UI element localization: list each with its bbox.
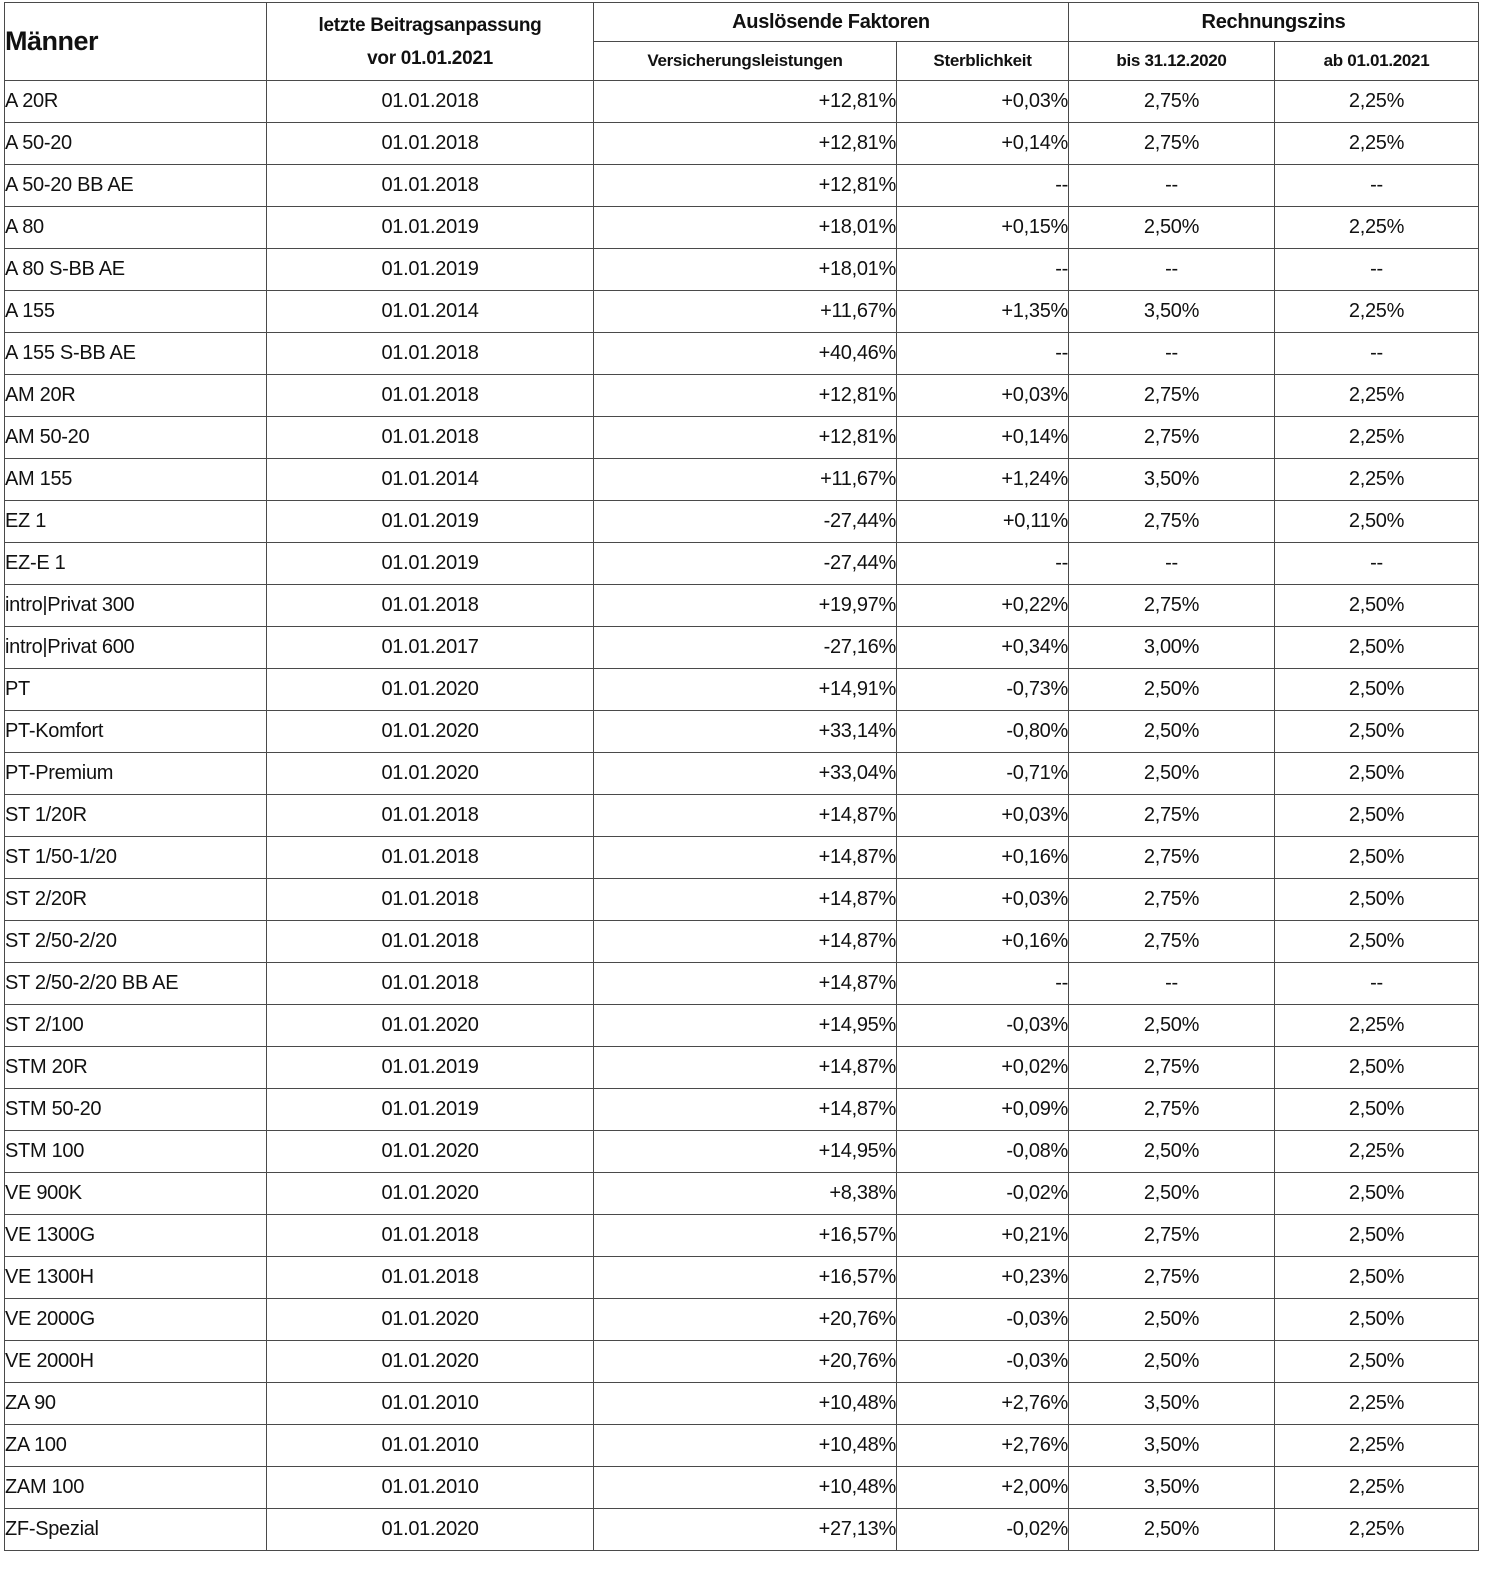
last-adjustment-date-cell: 01.01.2020 — [267, 669, 594, 711]
table-row — [5, 1257, 1479, 1299]
interest-until-cell: -- — [1069, 543, 1275, 585]
table-row — [5, 207, 1479, 249]
interest-from-cell: 2,50% — [1275, 501, 1479, 543]
header-interest-from: ab 01.01.2021 — [1275, 42, 1479, 81]
interest-from-cell: 2,25% — [1275, 1467, 1479, 1509]
document-page — [4, 2, 1479, 1551]
tariff-name-cell: ZA 100 — [5, 1425, 267, 1467]
table-row — [5, 333, 1479, 375]
tariff-name-cell: VE 1300H — [5, 1257, 267, 1299]
mortality-cell: +0,03% — [897, 375, 1069, 417]
tariff-name-cell: A 80 — [5, 207, 267, 249]
last-adjustment-date-cell: 01.01.2019 — [267, 207, 594, 249]
interest-until-cell: 2,75% — [1069, 837, 1275, 879]
table-row — [5, 249, 1479, 291]
mortality-cell: +0,11% — [897, 501, 1069, 543]
table-row — [5, 1383, 1479, 1425]
interest-until-cell: -- — [1069, 333, 1275, 375]
insurance-benefits-cell: +10,48% — [594, 1467, 897, 1509]
mortality-cell: +1,24% — [897, 459, 1069, 501]
mortality-cell: +0,03% — [897, 81, 1069, 123]
table-row — [5, 711, 1479, 753]
interest-from-cell: 2,50% — [1275, 1173, 1479, 1215]
table-row — [5, 669, 1479, 711]
last-adjustment-date-cell: 01.01.2010 — [267, 1383, 594, 1425]
last-adjustment-date-cell: 01.01.2020 — [267, 1005, 594, 1047]
interest-until-cell: 3,50% — [1069, 291, 1275, 333]
last-adjustment-date-cell: 01.01.2020 — [267, 753, 594, 795]
tariff-name-cell: ST 1/50-1/20 — [5, 837, 267, 879]
insurance-benefits-cell: +12,81% — [594, 81, 897, 123]
mortality-cell: +2,00% — [897, 1467, 1069, 1509]
insurance-benefits-cell: +33,14% — [594, 711, 897, 753]
mortality-cell: +0,16% — [897, 837, 1069, 879]
interest-from-cell: 2,25% — [1275, 291, 1479, 333]
insurance-benefits-cell: -27,16% — [594, 627, 897, 669]
mortality-cell: -0,73% — [897, 669, 1069, 711]
tariff-name-cell: A 155 — [5, 291, 267, 333]
table-row — [5, 921, 1479, 963]
table-row — [5, 1215, 1479, 1257]
interest-until-cell: -- — [1069, 963, 1275, 1005]
interest-until-cell: 2,50% — [1069, 1509, 1275, 1551]
interest-from-cell: 2,25% — [1275, 1383, 1479, 1425]
interest-until-cell: 3,00% — [1069, 627, 1275, 669]
insurance-benefits-cell: +19,97% — [594, 585, 897, 627]
table-row — [5, 1467, 1479, 1509]
mortality-cell: -- — [897, 963, 1069, 1005]
interest-from-cell: 2,25% — [1275, 1509, 1479, 1551]
tariff-name-cell: EZ-E 1 — [5, 543, 267, 585]
mortality-cell: -0,71% — [897, 753, 1069, 795]
interest-until-cell: 3,50% — [1069, 459, 1275, 501]
tariff-table — [4, 2, 1479, 1551]
interest-until-cell: 2,75% — [1069, 375, 1275, 417]
interest-from-cell: 2,50% — [1275, 795, 1479, 837]
tariff-name-cell: ZAM 100 — [5, 1467, 267, 1509]
header-group-interest: Rechnungszins — [1069, 3, 1479, 42]
interest-until-cell: 3,50% — [1069, 1425, 1275, 1467]
mortality-cell: +0,16% — [897, 921, 1069, 963]
header-corner-men: Männer — [5, 3, 267, 81]
mortality-cell: +0,14% — [897, 417, 1069, 459]
interest-from-cell: 2,25% — [1275, 1425, 1479, 1467]
mortality-cell: -0,08% — [897, 1131, 1069, 1173]
tariff-name-cell: intro|Privat 600 — [5, 627, 267, 669]
table-row — [5, 417, 1479, 459]
interest-until-cell: 2,50% — [1069, 669, 1275, 711]
table-row — [5, 1131, 1479, 1173]
last-adjustment-date-cell: 01.01.2020 — [267, 1509, 594, 1551]
table-header — [5, 3, 1479, 81]
insurance-benefits-cell: +33,04% — [594, 753, 897, 795]
insurance-benefits-cell: +14,87% — [594, 921, 897, 963]
mortality-cell: -- — [897, 543, 1069, 585]
table-row — [5, 627, 1479, 669]
interest-from-cell: 2,25% — [1275, 417, 1479, 459]
mortality-cell: +0,03% — [897, 795, 1069, 837]
tariff-name-cell: A 50-20 — [5, 123, 267, 165]
insurance-benefits-cell: +16,57% — [594, 1215, 897, 1257]
interest-from-cell: 2,50% — [1275, 1257, 1479, 1299]
table-row — [5, 1173, 1479, 1215]
table-row — [5, 165, 1479, 207]
last-adjustment-date-cell: 01.01.2018 — [267, 837, 594, 879]
interest-from-cell: 2,25% — [1275, 81, 1479, 123]
last-adjustment-date-cell: 01.01.2018 — [267, 333, 594, 375]
tariff-name-cell: A 80 S-BB AE — [5, 249, 267, 291]
insurance-benefits-cell: +11,67% — [594, 459, 897, 501]
table-row — [5, 501, 1479, 543]
interest-from-cell: -- — [1275, 963, 1479, 1005]
last-adjustment-date-cell: 01.01.2019 — [267, 1047, 594, 1089]
tariff-name-cell: A 155 S-BB AE — [5, 333, 267, 375]
interest-until-cell: 3,50% — [1069, 1383, 1275, 1425]
last-adjustment-date-cell: 01.01.2019 — [267, 501, 594, 543]
interest-until-cell: -- — [1069, 165, 1275, 207]
insurance-benefits-cell: +14,87% — [594, 837, 897, 879]
header-interest-until: bis 31.12.2020 — [1069, 42, 1275, 81]
table-row — [5, 837, 1479, 879]
header-insurance-benefits: Versicherungsleistungen — [594, 42, 897, 81]
insurance-benefits-cell: +14,87% — [594, 795, 897, 837]
tariff-name-cell: ST 2/100 — [5, 1005, 267, 1047]
table-row — [5, 81, 1479, 123]
last-adjustment-date-cell: 01.01.2018 — [267, 795, 594, 837]
interest-from-cell: 2,50% — [1275, 837, 1479, 879]
interest-until-cell: 2,75% — [1069, 123, 1275, 165]
interest-from-cell: -- — [1275, 165, 1479, 207]
table-row — [5, 1425, 1479, 1467]
tariff-name-cell: ST 2/20R — [5, 879, 267, 921]
insurance-benefits-cell: +20,76% — [594, 1341, 897, 1383]
interest-from-cell: 2,50% — [1275, 1215, 1479, 1257]
insurance-benefits-cell: +8,38% — [594, 1173, 897, 1215]
interest-from-cell: 2,25% — [1275, 1131, 1479, 1173]
insurance-benefits-cell: -27,44% — [594, 501, 897, 543]
tariff-name-cell: STM 20R — [5, 1047, 267, 1089]
last-adjustment-date-cell: 01.01.2020 — [267, 1131, 594, 1173]
last-adjustment-date-cell: 01.01.2010 — [267, 1467, 594, 1509]
last-adjustment-date-cell: 01.01.2014 — [267, 459, 594, 501]
table-row — [5, 375, 1479, 417]
interest-until-cell: 2,75% — [1069, 585, 1275, 627]
tariff-name-cell: STM 50-20 — [5, 1089, 267, 1131]
table-row — [5, 795, 1479, 837]
mortality-cell: -- — [897, 249, 1069, 291]
interest-until-cell: 3,50% — [1069, 1467, 1275, 1509]
insurance-benefits-cell: +14,87% — [594, 1089, 897, 1131]
interest-from-cell: -- — [1275, 543, 1479, 585]
tariff-name-cell: ST 1/20R — [5, 795, 267, 837]
table-body — [5, 81, 1479, 1551]
table-row — [5, 291, 1479, 333]
interest-from-cell: 2,50% — [1275, 585, 1479, 627]
last-adjustment-date-cell: 01.01.2019 — [267, 543, 594, 585]
tariff-name-cell: VE 900K — [5, 1173, 267, 1215]
last-adjustment-date-cell: 01.01.2018 — [267, 879, 594, 921]
mortality-cell: +0,02% — [897, 1047, 1069, 1089]
last-adjustment-date-cell: 01.01.2019 — [267, 1089, 594, 1131]
interest-until-cell: 2,50% — [1069, 207, 1275, 249]
insurance-benefits-cell: +14,95% — [594, 1131, 897, 1173]
table-row — [5, 459, 1479, 501]
tariff-name-cell: PT — [5, 669, 267, 711]
last-adjustment-date-cell: 01.01.2020 — [267, 1299, 594, 1341]
insurance-benefits-cell: +10,48% — [594, 1383, 897, 1425]
interest-from-cell: 2,50% — [1275, 1089, 1479, 1131]
table-row — [5, 543, 1479, 585]
table-row — [5, 1299, 1479, 1341]
interest-from-cell: -- — [1275, 249, 1479, 291]
insurance-benefits-cell: +18,01% — [594, 207, 897, 249]
tariff-name-cell: AM 50-20 — [5, 417, 267, 459]
header-mortality: Sterblichkeit — [897, 42, 1069, 81]
mortality-cell: +2,76% — [897, 1425, 1069, 1467]
interest-until-cell: 2,75% — [1069, 501, 1275, 543]
interest-until-cell: 2,50% — [1069, 1341, 1275, 1383]
tariff-name-cell: STM 100 — [5, 1131, 267, 1173]
interest-from-cell: 2,50% — [1275, 627, 1479, 669]
last-adjustment-date-cell: 01.01.2018 — [267, 963, 594, 1005]
interest-from-cell: -- — [1275, 333, 1479, 375]
tariff-name-cell: PT-Premium — [5, 753, 267, 795]
last-adjustment-date-cell: 01.01.2020 — [267, 1173, 594, 1215]
interest-until-cell: 2,50% — [1069, 1299, 1275, 1341]
mortality-cell: +0,03% — [897, 879, 1069, 921]
last-adjustment-date-cell: 01.01.2018 — [267, 921, 594, 963]
interest-until-cell: 2,75% — [1069, 1047, 1275, 1089]
header-last-adjustment-line2: vor 01.01.2021 — [367, 47, 493, 69]
mortality-cell: +0,22% — [897, 585, 1069, 627]
interest-from-cell: 2,50% — [1275, 711, 1479, 753]
interest-until-cell: 2,50% — [1069, 1005, 1275, 1047]
tariff-name-cell: PT-Komfort — [5, 711, 267, 753]
interest-until-cell: 2,75% — [1069, 921, 1275, 963]
interest-from-cell: 2,50% — [1275, 921, 1479, 963]
last-adjustment-date-cell: 01.01.2018 — [267, 417, 594, 459]
interest-until-cell: 2,75% — [1069, 417, 1275, 459]
mortality-cell: +0,23% — [897, 1257, 1069, 1299]
tariff-name-cell: VE 2000G — [5, 1299, 267, 1341]
tariff-name-cell: VE 1300G — [5, 1215, 267, 1257]
insurance-benefits-cell: +27,13% — [594, 1509, 897, 1551]
interest-until-cell: -- — [1069, 249, 1275, 291]
tariff-name-cell: ST 2/50-2/20 — [5, 921, 267, 963]
table-row — [5, 753, 1479, 795]
insurance-benefits-cell: +16,57% — [594, 1257, 897, 1299]
header-last-adjustment — [267, 3, 594, 81]
interest-from-cell: 2,50% — [1275, 879, 1479, 921]
last-adjustment-date-cell: 01.01.2020 — [267, 1341, 594, 1383]
last-adjustment-date-cell: 01.01.2018 — [267, 81, 594, 123]
insurance-benefits-cell: +40,46% — [594, 333, 897, 375]
mortality-cell: -0,02% — [897, 1173, 1069, 1215]
insurance-benefits-cell: +14,87% — [594, 963, 897, 1005]
last-adjustment-date-cell: 01.01.2010 — [267, 1425, 594, 1467]
tariff-name-cell: AM 20R — [5, 375, 267, 417]
mortality-cell: -0,03% — [897, 1341, 1069, 1383]
mortality-cell: -0,80% — [897, 711, 1069, 753]
table-row — [5, 1005, 1479, 1047]
insurance-benefits-cell: -27,44% — [594, 543, 897, 585]
last-adjustment-date-cell: 01.01.2014 — [267, 291, 594, 333]
insurance-benefits-cell: +12,81% — [594, 165, 897, 207]
mortality-cell: -- — [897, 165, 1069, 207]
table-row — [5, 123, 1479, 165]
interest-until-cell: 2,75% — [1069, 795, 1275, 837]
interest-until-cell: 2,75% — [1069, 1089, 1275, 1131]
mortality-cell: -0,02% — [897, 1509, 1069, 1551]
interest-from-cell: 2,25% — [1275, 123, 1479, 165]
tariff-name-cell: VE 2000H — [5, 1341, 267, 1383]
interest-until-cell: 2,50% — [1069, 711, 1275, 753]
interest-from-cell: 2,25% — [1275, 375, 1479, 417]
last-adjustment-date-cell: 01.01.2018 — [267, 1215, 594, 1257]
insurance-benefits-cell: +14,95% — [594, 1005, 897, 1047]
insurance-benefits-cell: +18,01% — [594, 249, 897, 291]
interest-from-cell: 2,50% — [1275, 1341, 1479, 1383]
tariff-name-cell: A 20R — [5, 81, 267, 123]
last-adjustment-date-cell: 01.01.2018 — [267, 585, 594, 627]
interest-from-cell: 2,50% — [1275, 1299, 1479, 1341]
last-adjustment-date-cell: 01.01.2018 — [267, 375, 594, 417]
interest-from-cell: 2,50% — [1275, 669, 1479, 711]
mortality-cell: +0,34% — [897, 627, 1069, 669]
interest-until-cell: 2,50% — [1069, 1131, 1275, 1173]
interest-until-cell: 2,75% — [1069, 1215, 1275, 1257]
insurance-benefits-cell: +14,87% — [594, 1047, 897, 1089]
last-adjustment-date-cell: 01.01.2018 — [267, 123, 594, 165]
insurance-benefits-cell: +11,67% — [594, 291, 897, 333]
tariff-name-cell: ZA 90 — [5, 1383, 267, 1425]
mortality-cell: +2,76% — [897, 1383, 1069, 1425]
insurance-benefits-cell: +12,81% — [594, 123, 897, 165]
tariff-name-cell: ST 2/50-2/20 BB AE — [5, 963, 267, 1005]
interest-until-cell: 2,75% — [1069, 879, 1275, 921]
mortality-cell: -- — [897, 333, 1069, 375]
table-row — [5, 1089, 1479, 1131]
mortality-cell: +0,15% — [897, 207, 1069, 249]
interest-from-cell: 2,50% — [1275, 753, 1479, 795]
last-adjustment-date-cell: 01.01.2020 — [267, 711, 594, 753]
tariff-name-cell: intro|Privat 300 — [5, 585, 267, 627]
mortality-cell: +0,09% — [897, 1089, 1069, 1131]
insurance-benefits-cell: +14,91% — [594, 669, 897, 711]
insurance-benefits-cell: +12,81% — [594, 375, 897, 417]
interest-from-cell: 2,25% — [1275, 1005, 1479, 1047]
header-last-adjustment-line1: letzte Beitragsanpassung — [318, 14, 542, 36]
table-row — [5, 1509, 1479, 1551]
interest-from-cell: 2,50% — [1275, 1047, 1479, 1089]
insurance-benefits-cell: +10,48% — [594, 1425, 897, 1467]
interest-until-cell: 2,50% — [1069, 753, 1275, 795]
table-row — [5, 1341, 1479, 1383]
mortality-cell: -0,03% — [897, 1299, 1069, 1341]
last-adjustment-date-cell: 01.01.2017 — [267, 627, 594, 669]
tariff-name-cell: A 50-20 BB AE — [5, 165, 267, 207]
table-row — [5, 879, 1479, 921]
tariff-name-cell: ZF-Spezial — [5, 1509, 267, 1551]
mortality-cell: +1,35% — [897, 291, 1069, 333]
insurance-benefits-cell: +20,76% — [594, 1299, 897, 1341]
insurance-benefits-cell: +12,81% — [594, 417, 897, 459]
interest-until-cell: 2,75% — [1069, 1257, 1275, 1299]
interest-until-cell: 2,75% — [1069, 81, 1275, 123]
last-adjustment-date-cell: 01.01.2018 — [267, 1257, 594, 1299]
last-adjustment-date-cell: 01.01.2019 — [267, 249, 594, 291]
table-row — [5, 1047, 1479, 1089]
table-row — [5, 963, 1479, 1005]
interest-until-cell: 2,50% — [1069, 1173, 1275, 1215]
tariff-name-cell: EZ 1 — [5, 501, 267, 543]
insurance-benefits-cell: +14,87% — [594, 879, 897, 921]
mortality-cell: +0,21% — [897, 1215, 1069, 1257]
mortality-cell: +0,14% — [897, 123, 1069, 165]
tariff-name-cell: AM 155 — [5, 459, 267, 501]
interest-from-cell: 2,25% — [1275, 459, 1479, 501]
mortality-cell: -0,03% — [897, 1005, 1069, 1047]
header-group-factors: Auslösende Faktoren — [594, 3, 1069, 42]
table-row — [5, 585, 1479, 627]
last-adjustment-date-cell: 01.01.2018 — [267, 165, 594, 207]
interest-from-cell: 2,25% — [1275, 207, 1479, 249]
